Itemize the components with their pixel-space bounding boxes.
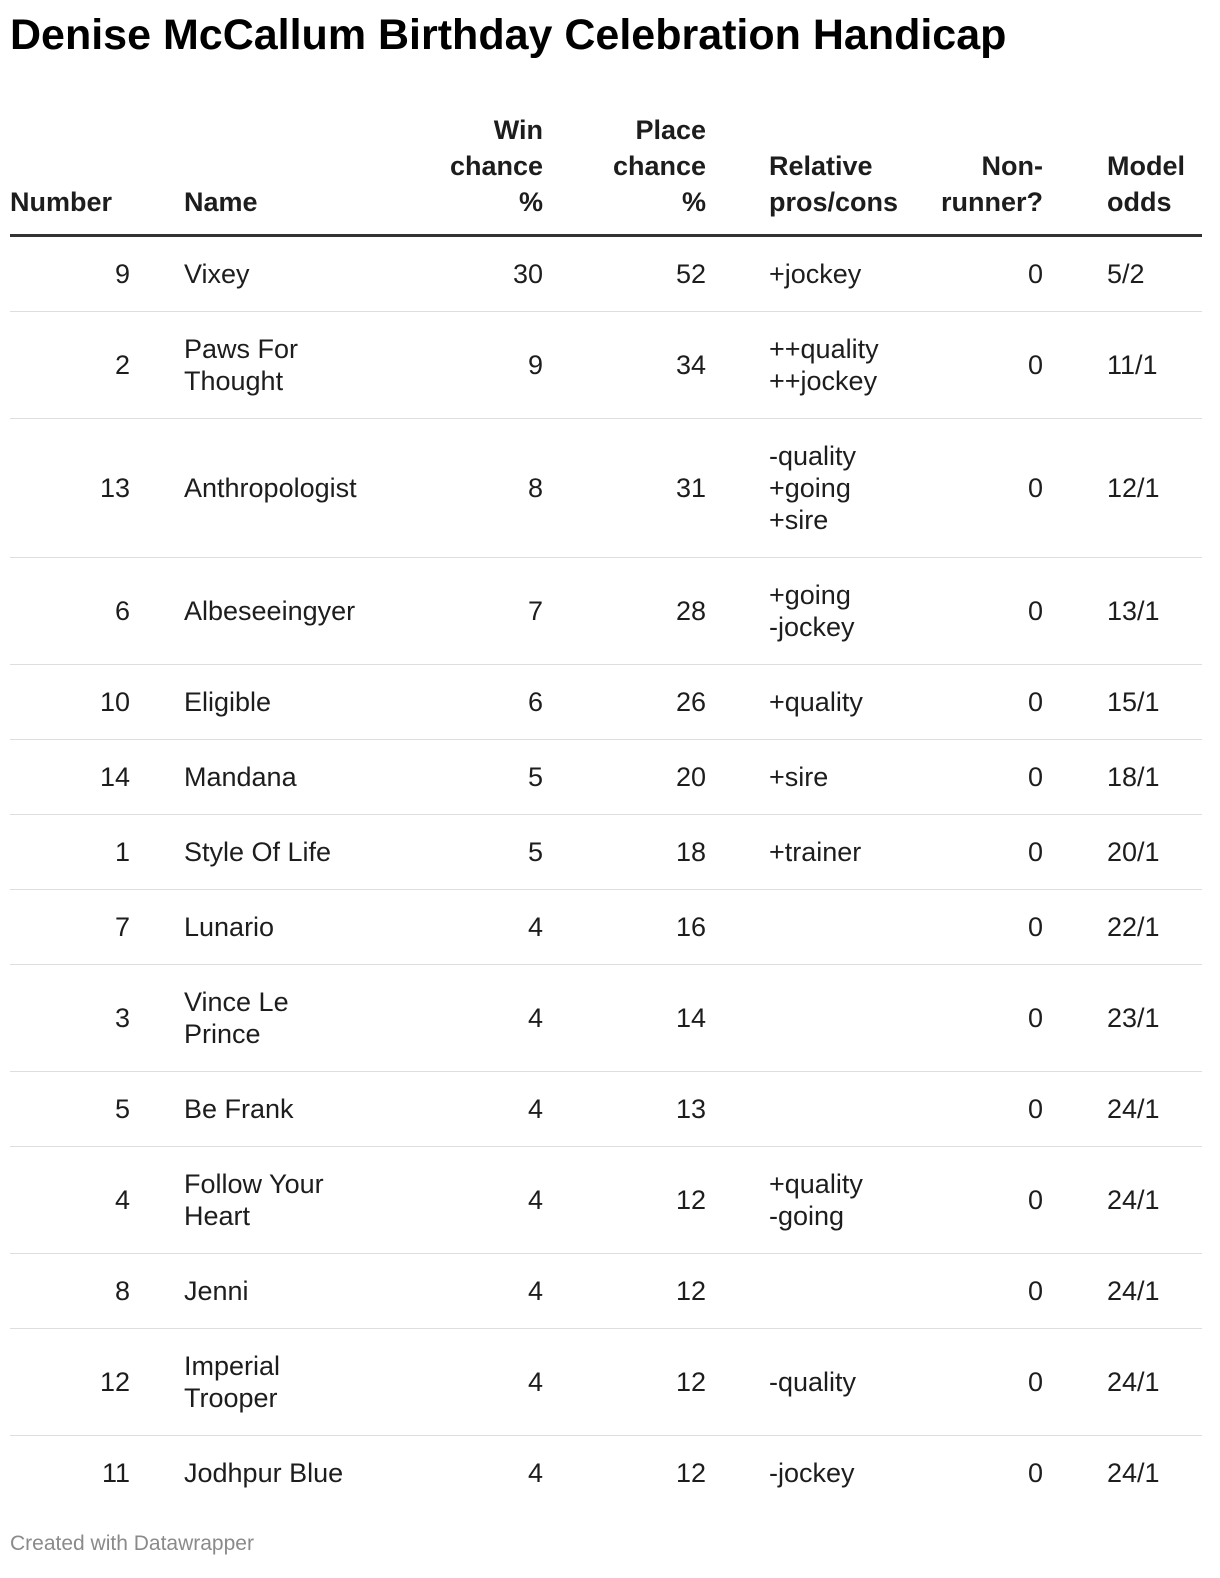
header-win-chance — [380, 112, 543, 236]
cell-model-odds: 24/1 — [1063, 1072, 1202, 1147]
cell-model-odds: 5/2 — [1063, 236, 1202, 312]
cell-model-odds: 24/1 — [1063, 1254, 1202, 1329]
cell-name: Imperial Trooper — [184, 1329, 380, 1436]
table-header — [10, 112, 1202, 236]
cell-number: 14 — [10, 740, 184, 815]
cell-relative-pros-cons — [706, 558, 886, 665]
cell-name: Jenni — [184, 1254, 380, 1329]
cell-number: 13 — [10, 419, 184, 558]
cell-name: Mandana — [184, 740, 380, 815]
cell-relative-pros-cons — [706, 665, 886, 740]
cell-model-odds: 20/1 — [1063, 815, 1202, 890]
cell-number: 9 — [10, 236, 184, 312]
cell-place-chance: 14 — [543, 965, 706, 1072]
cell-relative-pros-cons — [706, 419, 886, 558]
cell-number: 8 — [10, 1254, 184, 1329]
cell-win-chance: 4 — [527, 1458, 543, 1488]
cell-name: Jodhpur Blue — [184, 1458, 344, 1488]
cell-relative-pros-cons — [706, 1072, 886, 1147]
cell-relative-pros-cons — [706, 1436, 886, 1511]
pros-cons-item: -quality — [769, 1367, 857, 1397]
table-row — [10, 1436, 1202, 1511]
chart-title: Denise McCallum Birthday Celebration Handicap — [10, 11, 1007, 59]
cell-place-chance: 12 — [543, 1329, 706, 1436]
cell-place-chance: 13 — [543, 1072, 706, 1147]
cell-non-runner: 0 — [886, 815, 1063, 890]
cell-place-chance: 34 — [543, 312, 706, 419]
header-line: Place — [635, 115, 706, 145]
cell-relative-pros-cons — [706, 965, 886, 1072]
header-line: Name — [184, 187, 258, 217]
header-line: Non- — [981, 151, 1043, 181]
cell-non-runner: 0 — [886, 740, 1063, 815]
cell-name: Vince Le Prince — [184, 965, 380, 1072]
pros-cons-item: +quality — [769, 687, 863, 717]
cell-model-odds: 12/1 — [1063, 419, 1202, 558]
cell-non-runner: 0 — [886, 419, 1063, 558]
table-row — [10, 890, 1202, 965]
cell-model-odds: 18/1 — [1063, 740, 1202, 815]
header-line: runner? — [940, 187, 1043, 217]
header-line: Relative — [769, 151, 873, 181]
cell-non-runner: 0 — [886, 312, 1063, 419]
cell-relative-pros-cons — [706, 815, 886, 890]
cell-win-chance: 8 — [380, 419, 543, 558]
pros-cons-item: +jockey — [769, 259, 862, 289]
header-row — [10, 112, 1202, 236]
cell-name: Eligible — [184, 665, 380, 740]
table-row — [10, 558, 1202, 665]
table-row — [10, 1254, 1202, 1329]
table-row — [10, 665, 1202, 740]
header-line: chance — [449, 151, 543, 181]
cell-non-runner: 0 — [886, 665, 1063, 740]
cell-number: 12 — [10, 1329, 184, 1436]
table-row — [10, 1147, 1202, 1254]
table-row — [10, 815, 1202, 890]
cell-number: 5 — [10, 1072, 184, 1147]
cell-relative-pros-cons — [706, 890, 886, 965]
cell-place-chance: 12 — [675, 1458, 706, 1488]
cell-model-odds: 23/1 — [1063, 965, 1202, 1072]
cell-model-odds: 11/1 — [1063, 312, 1202, 419]
pros-cons-item: +going — [769, 580, 851, 610]
header-line: odds — [1107, 187, 1172, 217]
cell-model-odds: 24/1 — [1063, 1147, 1202, 1254]
cell-place-chance: 12 — [543, 1254, 706, 1329]
cell-number: 10 — [10, 665, 184, 740]
pros-cons-item: +quality — [769, 1169, 863, 1199]
header-line: % — [681, 187, 706, 217]
table-row — [10, 740, 1202, 815]
cell-non-runner: 0 — [886, 558, 1063, 665]
results-table — [10, 112, 1202, 1510]
cell-name: Be Frank — [184, 1072, 380, 1147]
pros-cons-item: ++jockey — [769, 366, 878, 396]
pros-cons-item: -jockey — [769, 1458, 855, 1488]
cell-name: Albeseeingyer — [184, 558, 380, 665]
pros-cons-item: ++quality — [769, 334, 879, 364]
cell-win-chance: 7 — [380, 558, 543, 665]
pros-cons-item: -jockey — [769, 612, 855, 642]
header-relative-pros-cons — [706, 112, 899, 236]
cell-number: 3 — [10, 965, 184, 1072]
table-row — [10, 1329, 1202, 1436]
cell-model-odds: 13/1 — [1063, 558, 1202, 665]
table-row — [10, 236, 1202, 312]
cell-name: Lunario — [184, 890, 380, 965]
table-row — [10, 312, 1202, 419]
header-line: Number — [10, 187, 113, 217]
cell-model-odds: 15/1 — [1063, 665, 1202, 740]
cell-place-chance: 28 — [543, 558, 706, 665]
cell-place-chance: 26 — [543, 665, 706, 740]
cell-non-runner: 0 — [886, 1147, 1063, 1254]
cell-number: 6 — [10, 558, 184, 665]
cell-number: 2 — [10, 312, 184, 419]
cell-win-chance: 30 — [380, 236, 543, 312]
header-model-odds — [1063, 112, 1202, 236]
pros-cons-item: +sire — [769, 762, 829, 792]
header-name — [184, 112, 380, 236]
results-table-wrapper — [10, 112, 1202, 1510]
cell-win-chance: 9 — [380, 312, 543, 419]
pros-cons-item: -going — [769, 1201, 845, 1231]
footer-credit: Created with Datawrapper — [10, 1532, 254, 1555]
cell-non-runner: 0 — [886, 965, 1063, 1072]
cell-name: Follow Your Heart — [184, 1147, 380, 1254]
cell-win-chance: 4 — [380, 1147, 543, 1254]
cell-model-odds: 24/1 — [1063, 1329, 1202, 1436]
header-number — [10, 112, 184, 236]
cell-relative-pros-cons — [706, 1254, 886, 1329]
table-body — [10, 236, 1202, 1511]
cell-win-chance: 4 — [380, 965, 543, 1072]
pros-cons-item: +going — [769, 473, 851, 503]
cell-relative-pros-cons — [706, 312, 886, 419]
cell-non-runner: 0 — [886, 1072, 1063, 1147]
cell-name: Vixey — [184, 236, 380, 312]
cell-place-chance: 20 — [543, 740, 706, 815]
cell-win-chance: 4 — [380, 890, 543, 965]
cell-number: 7 — [10, 890, 184, 965]
cell-name: Paws For Thought — [184, 312, 380, 419]
cell-win-chance: 4 — [380, 1329, 543, 1436]
cell-model-odds: 24/1 — [1107, 1458, 1160, 1488]
cell-place-chance: 31 — [543, 419, 706, 558]
cell-non-runner: 0 — [886, 890, 1063, 965]
cell-non-runner: 0 — [1027, 1458, 1043, 1488]
cell-relative-pros-cons — [706, 1147, 886, 1254]
header-line: chance — [612, 151, 706, 181]
cell-win-chance: 5 — [380, 815, 543, 890]
pros-cons-item: +sire — [769, 505, 829, 535]
cell-name: Anthropologist — [184, 419, 380, 558]
cell-non-runner: 0 — [886, 236, 1063, 312]
cell-name: Style Of Life — [184, 815, 380, 890]
cell-place-chance: 52 — [543, 236, 706, 312]
header-line: pros/cons — [769, 187, 899, 217]
cell-non-runner: 0 — [886, 1329, 1063, 1436]
header-line: Win — [493, 115, 543, 145]
header-line: % — [518, 187, 543, 217]
table-row — [10, 1072, 1202, 1147]
table-row — [10, 965, 1202, 1072]
cell-place-chance: 12 — [543, 1147, 706, 1254]
pros-cons-item: +trainer — [769, 837, 862, 867]
cell-win-chance: 4 — [380, 1072, 543, 1147]
cell-model-odds: 22/1 — [1063, 890, 1202, 965]
cell-number: 4 — [10, 1147, 184, 1254]
cell-win-chance: 6 — [380, 665, 543, 740]
cell-number: 11 — [101, 1458, 130, 1488]
header-non-runner — [886, 112, 1063, 236]
pros-cons-item: -quality — [769, 441, 857, 471]
cell-win-chance: 4 — [380, 1254, 543, 1329]
cell-relative-pros-cons — [706, 740, 886, 815]
cell-non-runner: 0 — [886, 1254, 1063, 1329]
cell-number: 1 — [10, 815, 184, 890]
cell-relative-pros-cons — [706, 236, 886, 312]
header-place-chance — [543, 112, 706, 236]
cell-place-chance: 16 — [543, 890, 706, 965]
cell-place-chance: 18 — [543, 815, 706, 890]
header-line: Model — [1107, 151, 1185, 181]
cell-win-chance: 5 — [380, 740, 543, 815]
cell-relative-pros-cons — [706, 1329, 886, 1436]
table-row — [10, 419, 1202, 558]
